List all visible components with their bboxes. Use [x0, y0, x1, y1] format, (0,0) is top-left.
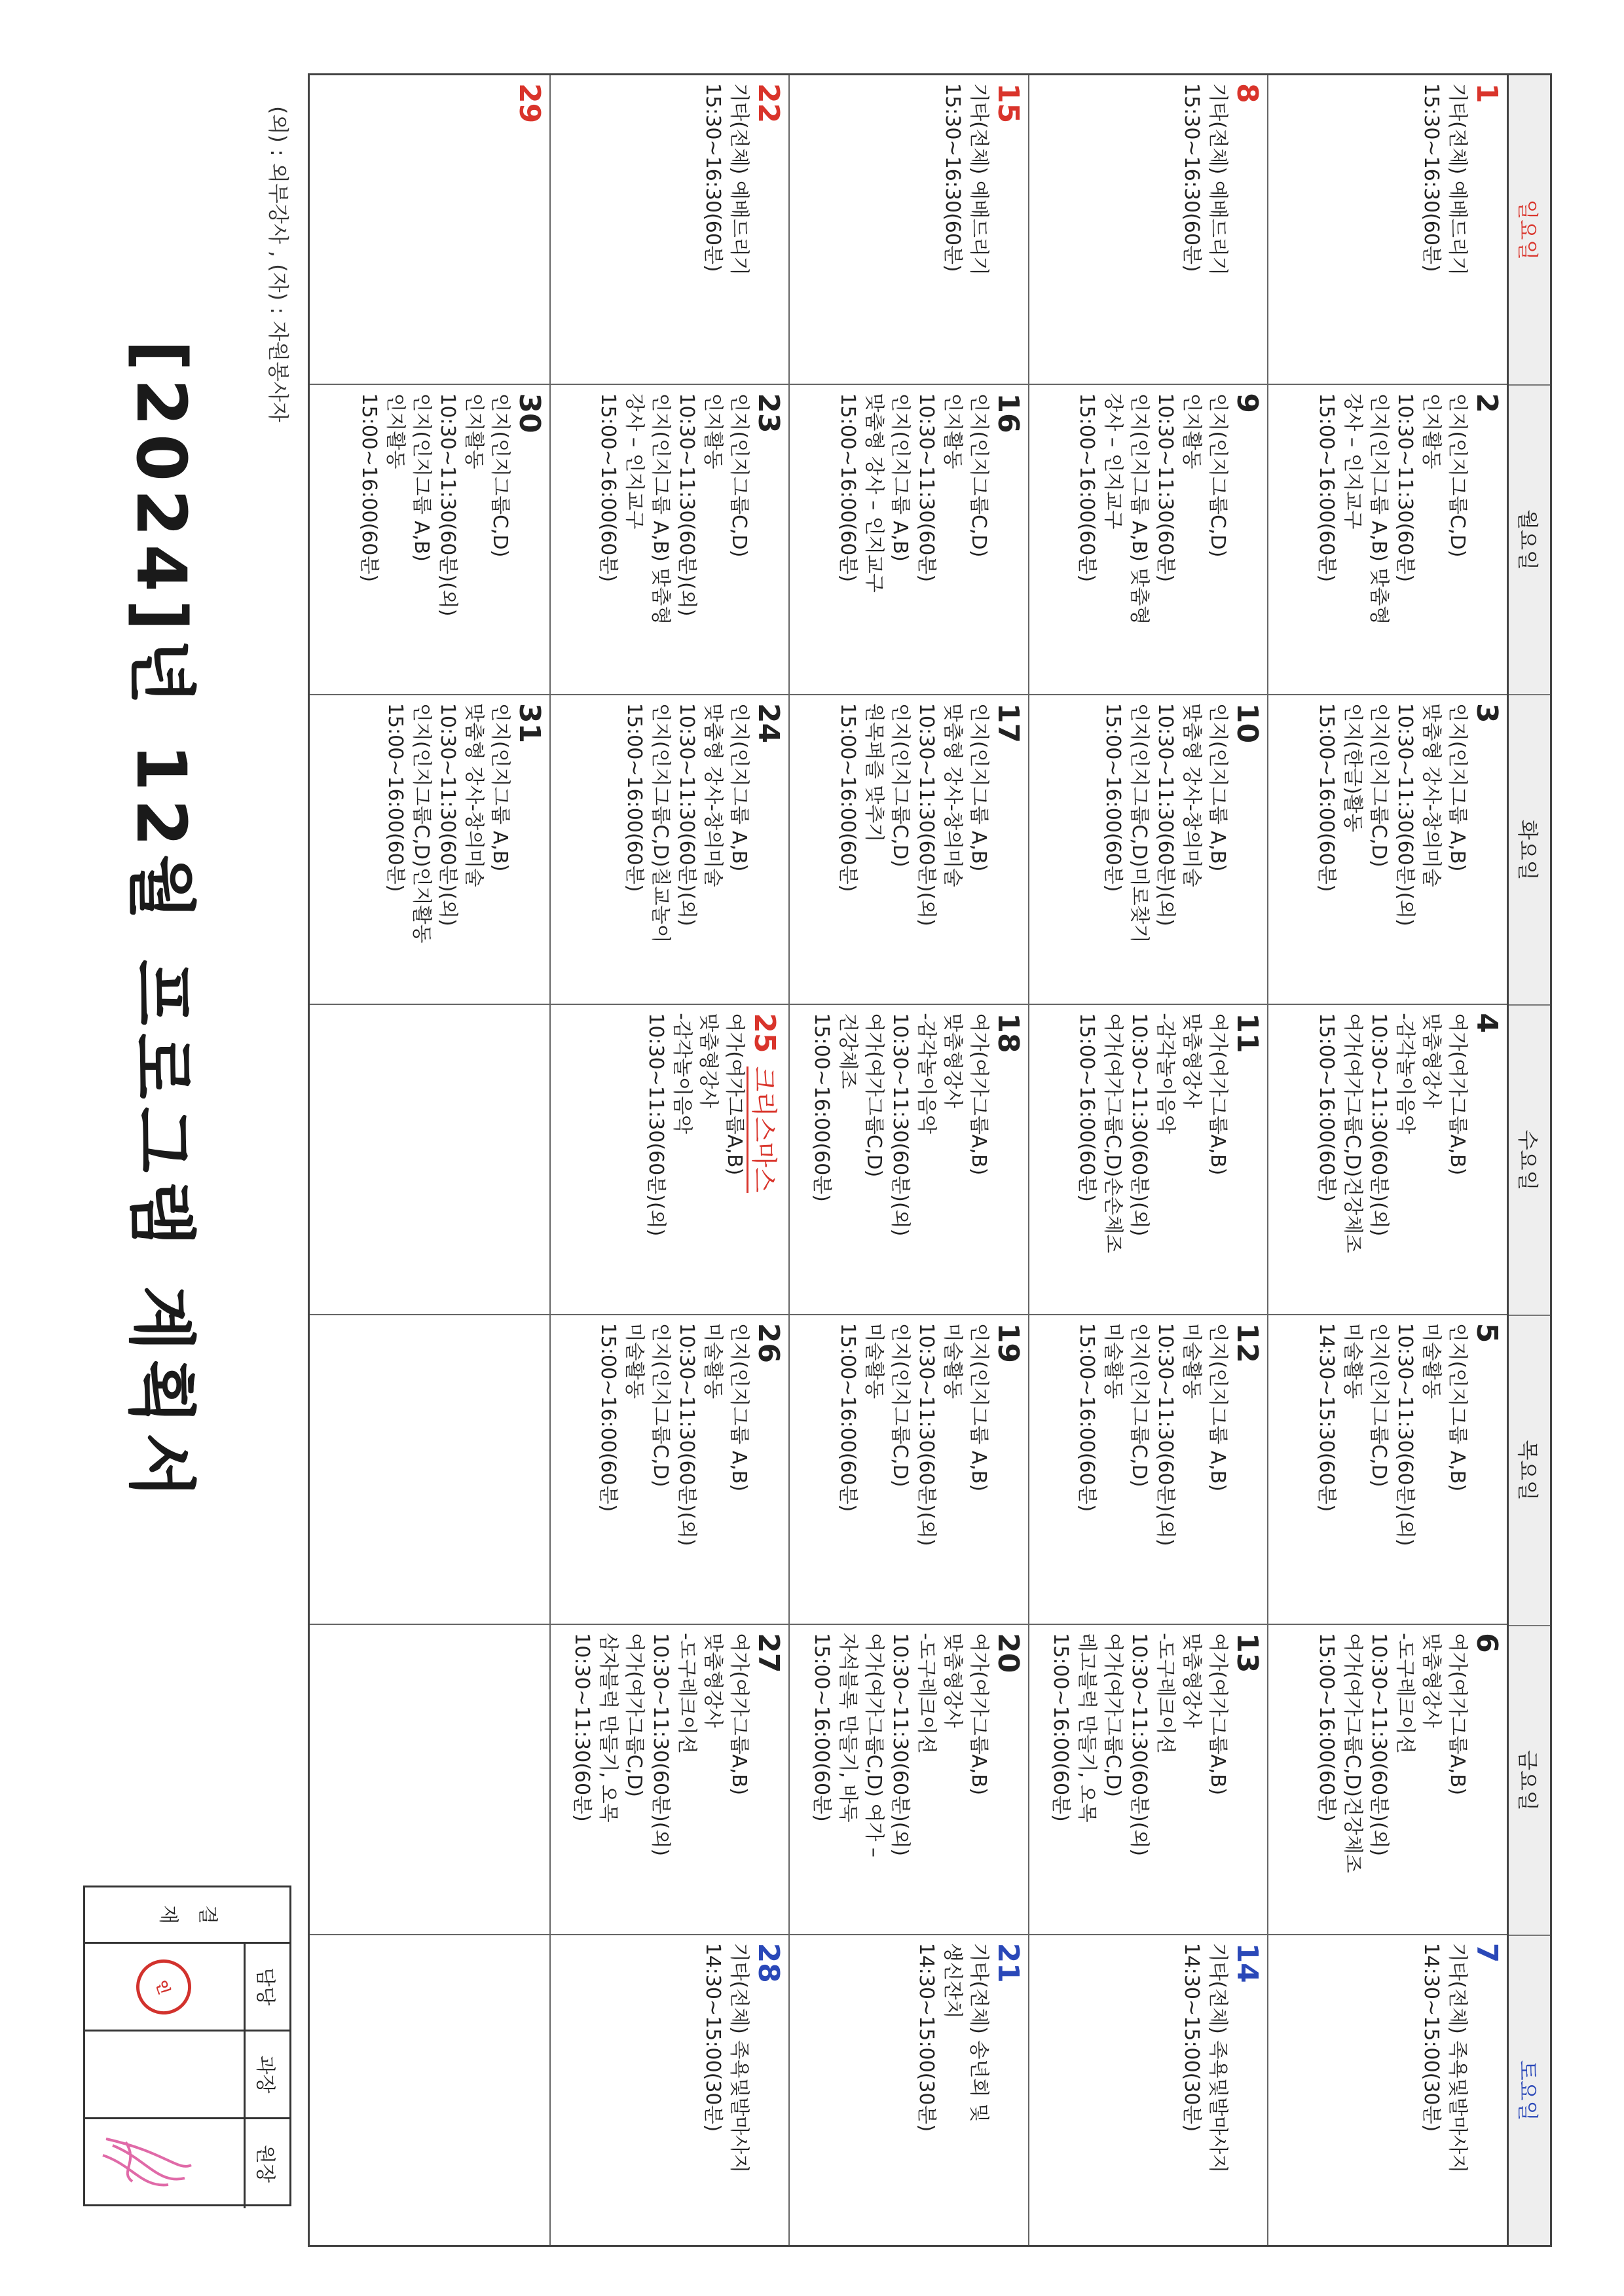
day-header — [991, 703, 1024, 996]
program-line: 인지(인지그룹 A,B) — [409, 393, 433, 562]
day-cell — [1028, 1625, 1268, 1935]
program-line: 여가(여가그룹C,D)건강체조 — [1341, 1633, 1364, 1873]
day-number: 12 — [1230, 1322, 1264, 1363]
day-number: 14 — [1230, 1942, 1264, 1983]
program-line: 인지(인지그룹C,D) — [967, 393, 990, 558]
program-line: 기타(전체) 족욕및발마사지 — [728, 1942, 751, 2174]
day-header — [1470, 393, 1503, 685]
day-number: 6 — [1470, 1633, 1504, 1653]
day-number: 4 — [1470, 1013, 1504, 1033]
approval-label-2: 재 — [157, 1905, 179, 1924]
program-line: 14:30~15:00(30분) — [1180, 1942, 1204, 2132]
day-header — [1230, 83, 1263, 376]
program-line: 미술활동 — [1180, 1322, 1204, 1399]
program-line: 인지활동 — [462, 393, 485, 469]
day-header — [752, 83, 784, 376]
program-line: 10:30~11:30(60분)(외) — [914, 702, 938, 926]
day-cell — [549, 1935, 789, 2245]
approval-box — [83, 1886, 291, 2206]
program-line: 15:00~16:00(60분) — [1315, 1013, 1338, 1202]
approval-label-1: 결 — [196, 1905, 219, 1924]
program-line: 기타(전체) 족욕및발마사지 — [1206, 1942, 1230, 2174]
monthly-calendar — [308, 73, 1552, 2247]
day-number: 21 — [991, 1942, 1025, 1983]
program-line: 인지(인지그룹 A,B) — [1206, 1322, 1230, 1492]
program-line: 15:00~16:00(60분) — [1315, 1633, 1338, 1822]
day-cell — [1267, 75, 1507, 385]
day-number: 5 — [1470, 1322, 1504, 1343]
day-number: 19 — [991, 1322, 1025, 1363]
program-line: 인지활동 — [701, 393, 725, 469]
program-line: 인지(인지그룹 A,B) — [1446, 702, 1469, 872]
day-header — [1470, 1633, 1503, 1925]
program-line: 14:30~15:30(60분) — [1315, 1322, 1338, 1512]
program-line: 인지(인지그룹 A,B) — [967, 1322, 990, 1492]
day-header — [991, 83, 1024, 376]
holiday-label: 크리스마스 — [747, 1066, 779, 1193]
program-line: 인지(인지그룹 A,B) — [728, 1322, 751, 1492]
program-line: 인지(인지그룹C,D)칠교놀이 — [649, 702, 673, 943]
day-cell — [310, 1625, 549, 1935]
program-line: 15:00~16:00(60분) — [836, 1322, 859, 1512]
day-cell — [1267, 1005, 1507, 1315]
day-number: 9 — [1230, 393, 1264, 414]
program-line: 인지(인지그룹 A,B) — [967, 702, 990, 872]
day-header — [1230, 1013, 1263, 1305]
program-line: 10:30~11:30(60분)(외) — [888, 1013, 912, 1237]
program-line: 강사 – 인지교구 — [623, 393, 646, 530]
program-line: 기타(전체) 예배드리기 — [728, 83, 751, 276]
day-number: 30 — [512, 393, 546, 433]
day-header — [1230, 393, 1263, 685]
program-line: 맞춤형강사 — [701, 1633, 725, 1728]
program-line: 맞춤형강사 — [1420, 1013, 1443, 1108]
day-cell — [1028, 1935, 1268, 2245]
program-line: 15:00~16:00(60분) — [836, 393, 859, 583]
day-cell — [549, 1315, 789, 1625]
day-header — [752, 1323, 784, 1616]
program-line: -감각놀이음악 — [1154, 1013, 1177, 1134]
program-line: 강사 – 인지교구 — [1101, 393, 1125, 530]
program-line: 10:30~11:30(60분) — [570, 1633, 594, 1822]
program-line: 10:30~11:30(60분) — [914, 393, 938, 583]
role-manager: 과장 — [244, 2032, 289, 2119]
day-cell — [788, 1625, 1028, 1935]
program-line: 기타(전체) 족욕및발마사지 — [1446, 1942, 1469, 2174]
day-cell — [788, 1935, 1028, 2245]
program-line: 미술활동 — [1341, 1322, 1364, 1399]
program-line: 15:00~16:00(60분) — [1315, 702, 1338, 892]
program-line: 여가(여가그룹C,D) — [623, 1633, 646, 1798]
program-line: 기타(전체) 예배드리기 — [1206, 83, 1230, 276]
program-line: 맞춤형 강사-창의미술 — [462, 702, 485, 888]
program-line: 맞춤형 강사-창의미술 — [1180, 702, 1204, 888]
day-header — [513, 703, 545, 996]
program-line: 맞춤형 강사 – 인지교구 — [862, 393, 885, 592]
day-header — [1230, 703, 1263, 996]
program-line: 인지(인지그룹C,D) — [1367, 702, 1390, 867]
program-line: 15:00~16:00(60분) — [1315, 393, 1338, 583]
day-number: 26 — [752, 1322, 786, 1363]
day-number: 10 — [1230, 702, 1264, 744]
program-line: 미술활동 — [623, 1322, 646, 1399]
program-line: 인지(인지그룹C,D) — [649, 1322, 673, 1487]
program-line: 10:30~11:30(60분)(외) — [888, 1633, 912, 1857]
program-line: 레고블럭 만들기, 오목 — [1075, 1633, 1099, 1823]
sign-staff — [83, 1944, 244, 2032]
day-number: 16 — [991, 393, 1025, 433]
program-line: 여가(여가그룹A,B) — [1206, 1013, 1230, 1176]
weekday-tue: 화요일 — [1509, 695, 1550, 1006]
program-line: 여가(여가그룹A,B) — [1206, 1633, 1230, 1796]
program-line: 인지(인지그룹 A,B) 맞춤형 — [649, 393, 673, 625]
program-line: 원목퍼즐 맞추기 — [862, 702, 885, 843]
program-line: 15:00~16:00(60분) — [1075, 1322, 1099, 1512]
signature-scribble — [93, 2126, 204, 2198]
program-line: 인지(인지그룹 A,B) — [1446, 1322, 1469, 1492]
program-line: 15:00~16:00(60분) — [1075, 1013, 1099, 1202]
weekday-mon: 월요일 — [1509, 386, 1550, 696]
program-line: -도구레크이션 — [914, 1633, 938, 1754]
day-cell — [1267, 385, 1507, 695]
day-header — [1230, 1323, 1263, 1616]
program-line: 여가(여가그룹C,D)손손체조 — [1101, 1013, 1125, 1254]
day-number: 23 — [752, 393, 786, 433]
day-number: 29 — [512, 83, 546, 124]
program-line: 기타(전체) 예배드리기 — [1446, 83, 1469, 276]
program-line: 여가(여가그룹A,B) — [728, 1633, 751, 1796]
program-line: 15:00~16:00(60분) — [809, 1013, 833, 1202]
program-line: 인지활동 — [1420, 393, 1443, 469]
day-cell — [549, 695, 789, 1005]
program-line: 맞춤형강사 — [697, 1013, 720, 1108]
program-line: 강사 – 인지교구 — [1341, 393, 1364, 530]
program-line: 15:30~16:30(60분) — [940, 83, 964, 272]
program-line: 인지활동 — [383, 393, 407, 469]
day-number: 8 — [1230, 83, 1264, 103]
program-line: 인지(인지그룹C,D) — [1206, 393, 1230, 558]
day-cell — [310, 75, 549, 385]
program-line: 인지(인지그룹C,D) — [1128, 1322, 1151, 1487]
program-line: 15:00~16:00(60분) — [836, 702, 859, 892]
program-line: 10:30~11:30(60분)(외) — [1393, 1322, 1416, 1546]
day-number: 28 — [752, 1942, 786, 1983]
program-line: 15:00~16:00(60분) — [357, 393, 380, 583]
program-line: 10:30~11:30(60분)(외) — [675, 1322, 699, 1546]
day-number: 7 — [1470, 1942, 1504, 1963]
program-line: 10:30~11:30(60분)(외) — [675, 393, 699, 617]
day-header — [1470, 83, 1503, 376]
program-line: 여가(여가그룹C,D)건강체조 — [1341, 1013, 1364, 1254]
sign-director — [83, 2119, 244, 2208]
program-line: 인지(인지그룹 A,B) — [488, 702, 511, 872]
program-line: 맞춤형강사 — [1180, 1633, 1204, 1728]
day-cell — [549, 75, 789, 385]
program-line: 자석블록 만들기, 바둑 — [836, 1633, 859, 1823]
day-header — [752, 1633, 784, 1925]
program-line: 삼자블럭 만들기, 오목 — [597, 1633, 620, 1823]
weekday-thu: 목요일 — [1509, 1316, 1550, 1626]
program-line: 10:30~11:30(60분)(외) — [1154, 702, 1177, 926]
day-cell — [1028, 75, 1268, 385]
day-cell — [549, 385, 789, 695]
legend-note: (외) : 외부강사 , (자) : 자원봉사자 — [266, 106, 291, 422]
day-cell — [788, 75, 1028, 385]
program-line: 14:30~15:00(30분) — [701, 1942, 725, 2132]
day-cell — [1267, 1625, 1507, 1935]
program-line: -도구레크이션 — [1154, 1633, 1177, 1754]
program-line: 10:30~11:30(60분)(외) — [1128, 1633, 1151, 1857]
day-number: 3 — [1470, 702, 1504, 723]
program-line: 인지(인지그룹C,D) — [888, 1322, 912, 1487]
program-line: 15:00~16:00(60분) — [1075, 393, 1099, 583]
day-number: 17 — [991, 702, 1025, 744]
weekday-wed: 수요일 — [1509, 1006, 1550, 1316]
program-line: 건강체조 — [836, 1013, 859, 1089]
day-cell — [549, 1005, 789, 1315]
program-line: 15:30~16:30(60분) — [1180, 83, 1204, 272]
day-header — [752, 393, 784, 685]
day-header — [991, 1943, 1024, 2237]
day-cell — [549, 1625, 789, 1935]
program-line: 여가(여가그룹C,D) — [862, 1013, 885, 1178]
program-line: 맞춤형강사 — [1420, 1633, 1443, 1728]
program-line: 맞춤형강사 — [940, 1633, 964, 1728]
program-line: 여가(여가그룹A,B) — [1446, 1633, 1469, 1796]
day-number: 24 — [752, 702, 786, 744]
day-header — [1470, 1323, 1503, 1616]
page-title: [2024]년 12월 프로그램 계획서 — [121, 339, 201, 1507]
day-cell — [788, 1315, 1028, 1625]
program-line: 10:30~11:30(60분)(외) — [675, 702, 699, 926]
day-number: 1 — [1470, 83, 1504, 103]
day-header — [752, 1943, 784, 2237]
day-cell — [1028, 385, 1268, 695]
seal-stamp: 인 — [129, 1952, 198, 2022]
day-cell — [310, 385, 549, 695]
program-line: 15:00~16:00(60분) — [383, 702, 407, 892]
program-line: 10:30~11:30(60분) — [1393, 393, 1416, 583]
program-line: 여가(여가그룹C,D) — [1101, 1633, 1125, 1798]
program-line: 15:00~16:00(60분) — [623, 702, 646, 892]
program-line: 15:00~16:00(60분) — [597, 1322, 620, 1512]
weekday-sun: 일요일 — [1509, 75, 1550, 386]
day-header — [1470, 1943, 1503, 2237]
day-header — [991, 1323, 1024, 1616]
program-line: 14:30~15:00(30분) — [914, 1942, 938, 2132]
program-line: -도구레크이션 — [1393, 1633, 1416, 1754]
program-line: 인지(인지그룹 A,B) — [1206, 702, 1230, 872]
day-header — [991, 1013, 1024, 1305]
day-number: 15 — [991, 83, 1025, 124]
weekday-header — [1507, 75, 1550, 2245]
program-line: 10:30~11:30(60분)(외) — [1367, 1013, 1390, 1237]
day-cell — [310, 1005, 549, 1315]
program-line: 기타(전체) 송년회 및 — [967, 1942, 990, 2123]
program-line: 15:30~16:30(60분) — [1420, 83, 1443, 272]
program-line: 여가(여가그룹A,B) — [967, 1013, 990, 1176]
approval-label — [85, 1887, 289, 1944]
program-line: 인지(인지그룹 A,B) 맞춤형 — [1128, 393, 1151, 625]
program-line: 10:30~11:30(60분)(외) — [1128, 1013, 1151, 1237]
program-line: 인지(한글)활동 — [1341, 702, 1364, 833]
program-line: 맞춤형강사 — [940, 1013, 964, 1108]
sign-manager — [83, 2032, 244, 2119]
program-line: 15:00~16:00(60분) — [1049, 1633, 1073, 1822]
day-number: 11 — [1230, 1013, 1264, 1053]
program-line: 10:30~11:30(60분) — [1154, 393, 1177, 583]
day-cell — [310, 1315, 549, 1625]
program-line: -감각놀이음악 — [914, 1013, 938, 1134]
program-line: -감각놀이음악 — [671, 1013, 694, 1134]
day-number: 27 — [752, 1633, 786, 1673]
day-number: 18 — [991, 1013, 1025, 1053]
day-header — [1230, 1633, 1263, 1925]
program-line: 15:00~16:00(60분) — [597, 393, 620, 583]
day-header — [991, 1633, 1024, 1925]
program-line: 인지(인지그룹C,D)인지활동 — [409, 702, 433, 943]
program-line: 10:30~11:30(60분)(외) — [914, 1322, 938, 1546]
program-line: 인지(인지그룹C,D) — [1367, 1322, 1390, 1487]
program-line: 인지(인지그룹C,D)미로찾기 — [1128, 702, 1151, 943]
program-line: 10:30~11:30(60분)(외) — [435, 393, 459, 617]
day-cell — [1028, 1315, 1268, 1625]
program-line: 여가(여가그룹A,B) — [723, 1013, 747, 1176]
calendar-grid — [310, 75, 1507, 2245]
program-line: 인지활동 — [940, 393, 964, 469]
program-line: 인지(인지그룹 A,B) 맞춤형 — [1367, 393, 1390, 625]
program-line: 미술활동 — [862, 1322, 885, 1399]
program-line: 맞춤형강사 — [1180, 1013, 1204, 1108]
day-number: 31 — [512, 702, 546, 744]
day-cell — [788, 385, 1028, 695]
program-line: 15:00~16:00(60분) — [809, 1633, 833, 1822]
program-line: 미술활동 — [1101, 1322, 1125, 1399]
day-cell — [1267, 1315, 1507, 1625]
day-header — [1470, 1013, 1503, 1305]
program-line: 미술활동 — [1420, 1322, 1443, 1399]
program-line: 미술활동 — [701, 1322, 725, 1399]
day-header — [991, 393, 1024, 685]
weekday-fri: 금요일 — [1509, 1626, 1550, 1937]
role-director: 원장 — [244, 2119, 289, 2208]
day-cell — [310, 695, 549, 1005]
day-cell — [310, 1935, 549, 2245]
program-line: -감각놀이음악 — [1393, 1013, 1416, 1134]
day-number: 2 — [1470, 393, 1504, 414]
program-line: 14:30~15:00(30분) — [1420, 1942, 1443, 2132]
day-cell — [1267, 1935, 1507, 2245]
day-header — [1470, 703, 1503, 996]
program-line: 인지(인지그룹C,D) — [488, 393, 511, 558]
program-line: 10:30~11:30(60분)(외) — [435, 702, 459, 926]
program-line: 미술활동 — [940, 1322, 964, 1399]
day-number: 13 — [1230, 1633, 1264, 1673]
day-header — [747, 1013, 784, 1305]
program-line: 15:00~16:00(60분) — [1101, 702, 1125, 892]
program-line: -도구레크이션 — [675, 1633, 699, 1754]
weekday-sat: 토요일 — [1515, 2060, 1541, 2121]
program-line: 생신잔치 — [940, 1942, 964, 2019]
day-cell — [788, 1005, 1028, 1315]
day-cell — [1028, 1005, 1268, 1315]
role-staff: 담당 — [244, 1944, 289, 2032]
program-line: 10:30~11:30(60분)(외) — [1393, 702, 1416, 926]
program-line: 15:30~16:30(60분) — [701, 83, 725, 272]
day-cell — [1028, 695, 1268, 1005]
program-line: 인지활동 — [1180, 393, 1204, 469]
program-line: 인지(인지그룹 A,B) — [888, 393, 912, 562]
program-line: 10:30~11:30(60분)(외) — [1367, 1633, 1390, 1857]
program-line: 맞춤형 강사-창의미술 — [1420, 702, 1443, 888]
day-number: 20 — [991, 1633, 1025, 1673]
program-line: 맞춤형 강사-창의미술 — [701, 702, 725, 888]
program-line: 여가(여가그룹A,B) — [1446, 1013, 1469, 1176]
program-line: 맞춤형 강사-창의미술 — [940, 702, 964, 888]
program-line: 여가(여가그룹A,B) — [967, 1633, 990, 1796]
day-header — [752, 703, 784, 996]
program-line: 인지(인지그룹C,D) — [1446, 393, 1469, 558]
day-cell — [1267, 695, 1507, 1005]
day-header — [1230, 1943, 1263, 2237]
program-line: 인지(인지그룹C,D) — [728, 393, 751, 558]
day-number: 22 — [752, 83, 786, 124]
day-number: 25 — [748, 1013, 782, 1053]
program-line: 인지(인지그룹 A,B) — [728, 702, 751, 872]
day-header — [513, 83, 545, 376]
day-cell — [788, 695, 1028, 1005]
program-line: 10:30~11:30(60분)(외) — [649, 1633, 673, 1857]
program-line: 기타(전체) 예배드리기 — [967, 83, 990, 276]
program-line: 여가(여가그룹C,D) 여가 – — [862, 1633, 885, 1858]
program-line: 10:30~11:30(60분)(외) — [1154, 1322, 1177, 1546]
program-line: 인지(인지그룹C,D) — [888, 702, 912, 867]
day-header — [513, 393, 545, 685]
program-line: 10:30~11:30(60분)(외) — [644, 1013, 668, 1237]
